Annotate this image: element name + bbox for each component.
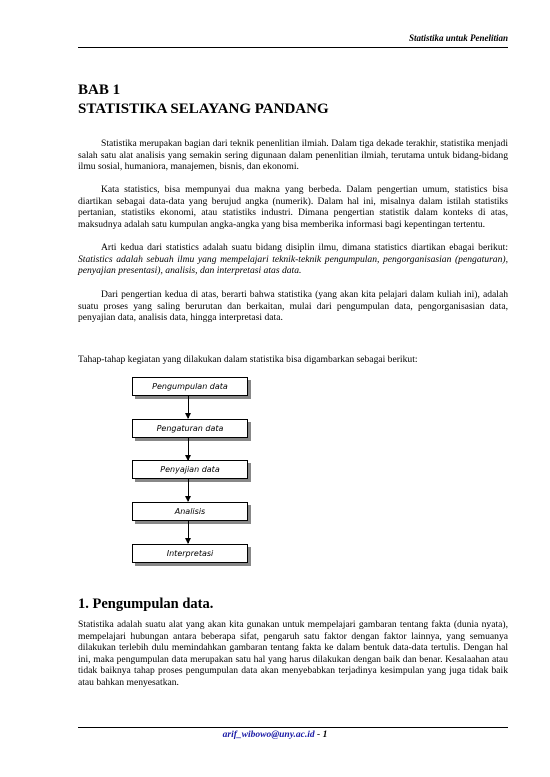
flow-step-pengaturan: Pengaturan data <box>132 419 248 438</box>
page-number: 1 <box>322 730 328 740</box>
flow-step-analisis: Analisis <box>132 502 248 521</box>
flow-arrow-4 <box>188 521 189 543</box>
header-rule <box>78 47 508 48</box>
flow-step-interpretasi: Interpretasi <box>132 544 248 563</box>
paragraph-2: Kata statistics, bisa mempunyai dua makna yang berbeda. Dalam pengertian umum, statistics bisa diartikan sebagai data-data yang berujud angka (numerik). Dalam hal ini, misalnya dalam istilah statistiks pertanian, statistiks ekonomi, atau statistiks industri. Dimana pengertian statistik dalam konteks di atas, maksudnya adalah satu kumpulan angka-angka yang bisa memberika informasi bagi kepentingan tertentu. <box>78 184 508 230</box>
chapter-title: STATISTIKA SELAYANG PANDANG <box>78 101 329 117</box>
page-footer <box>0 730 550 740</box>
flowchart-intro: Tahap-tahap kegiatan yang dilakukan dalam statistika bisa digambarkan sebagai berikut: <box>78 354 418 365</box>
statistics-definition: Statistics adalah sebuah ilmu yang mempelajari teknik-teknik pengumpulan, pengorganisasian (pengaturan), penyajian presentasi), analisis, dan interpretasi atas data. <box>78 253 508 277</box>
chapter-number: BAB 1 <box>78 82 121 98</box>
flow-arrow-2 <box>188 438 189 460</box>
footer-separator: - <box>314 730 323 740</box>
flow-step-pengumpulan: Pengumpulan data <box>132 377 248 396</box>
paragraph-4: Dari pengertian kedua di atas, berarti bahwa statistika (yang akan kita pelajari dalam kuliah ini), adalah suatu proses yang saling berurutan dan berkaitan, mulai dari pengumpulan data, pengorganisasian data, penyajian data, analisis data, hingga interpretasi data. <box>78 289 508 324</box>
flow-step-penyajian: Penyajian data <box>132 460 248 479</box>
paragraph-3-lead: Arti kedua dari statistics adalah suatu bidang disiplin ilmu, dimana statistics diartikan ebagai berikut: <box>101 242 508 253</box>
author-email: arif_wibowo@uny.ac.id <box>222 730 315 740</box>
paragraph-3 <box>78 242 508 277</box>
section-heading: 1. Pengumpulan data. <box>78 596 214 612</box>
running-header: Statistika untuk Penelitian <box>408 33 508 43</box>
footer-rule <box>78 727 508 728</box>
flow-arrow-3 <box>188 479 189 501</box>
flow-arrow-1 <box>188 396 189 418</box>
paragraph-1: Statistika merupakan bagian dari teknik penenlitian ilmiah. Dalam tiga dekade terakhir, statistika menjadi salah satu alat analisis yang semakin sering digunaan dalam penenlitian ilmiah, terutama untuk bidang-bidang ilmu sosial, humaniora, manajemen, bisnis, dan ekonomi. <box>78 138 508 173</box>
section-body: Statistika adalah suatu alat yang akan kita gunakan untuk mempelajari gambaran tentang fakta (dunia nyata), mempelajari hubungan antara beberapa sifat, pengaruh satu faktor dengan faktor lainnya, yang semuanya dilakukan terlebih dulu memindahkan gambaran tentang fakta ke dalam bentuk data-data tertulis. Dengan hal ini, maka pengumpulan data merupakan satu hal yang harus dilakukan dengan baik dan benar. Kesalaahan atau tidak baiknya tahap proses pengumpulan data akan menyebabkan terjadinya kesimpulan yang juga tidak baik atau bahkan menyesatkan. <box>78 619 508 688</box>
chapter-heading <box>78 81 329 119</box>
